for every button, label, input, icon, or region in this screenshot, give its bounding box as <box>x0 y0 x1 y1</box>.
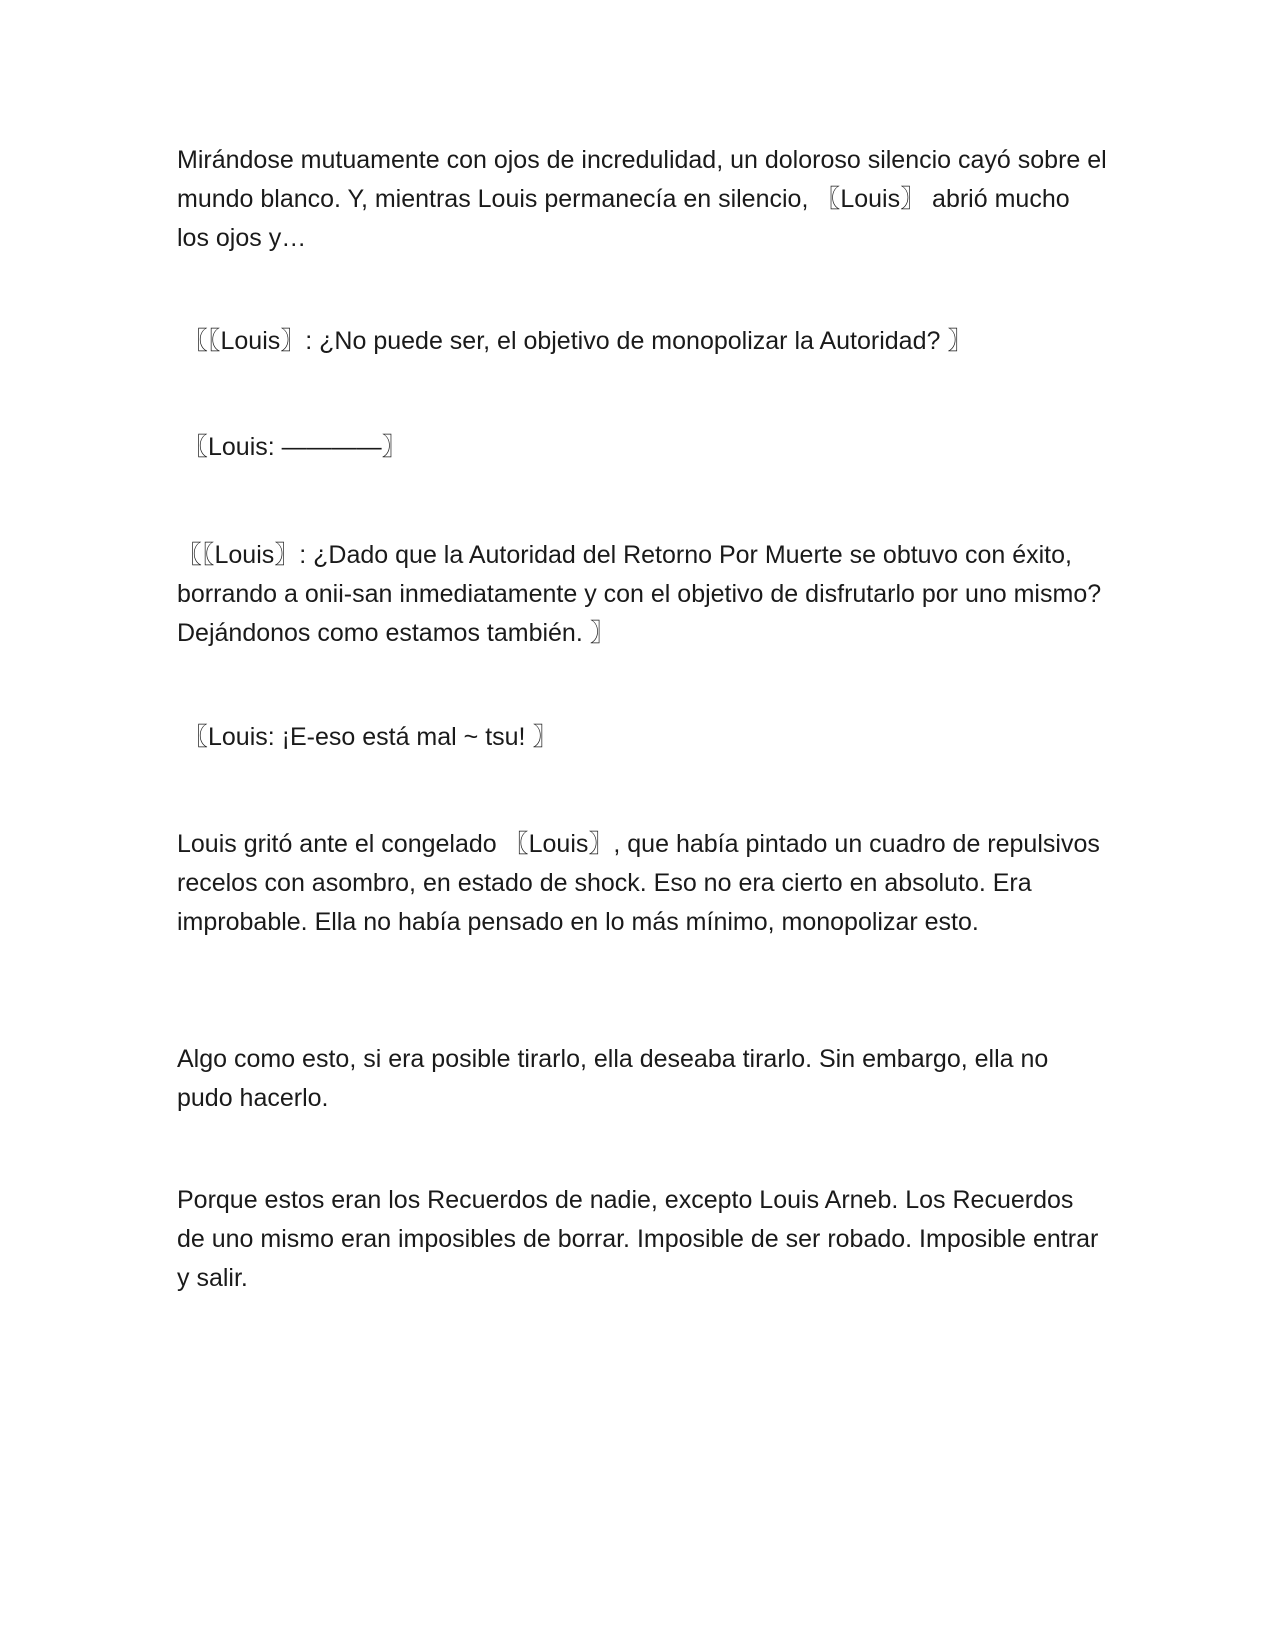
dialogue-line-3: 〖〖Louis〗: ¿Dado que la Autoridad del Retorno Por Muerte se obtuvo con éxito, borrando a onii-san inmediatamente y con el objetivo de disfrutarlo por uno mismo? Dejándonos como estamos también. 〗 <box>177 541 1102 647</box>
paragraph-3: Algo como esto, si era posible tirarlo, ella deseaba tirarlo. Sin embargo, ella no pudo hacerlo. <box>177 1045 1049 1112</box>
paragraph-2: Louis gritó ante el congelado 〖Louis〗, que había pintado un cuadro de repulsivos recelos con asombro, en estado de shock. Eso no era cierto en absoluto. Era improbable. Ella no había pensado en lo más mínimo, monopolizar esto. <box>177 830 1100 936</box>
paragraph-1: Mirándose mutuamente con ojos de incredulidad, un doloroso silencio cayó sobre el mundo blanco. Y, mientras Louis permanecía en silencio, 〖Louis〗 abrió mucho los ojos y… <box>177 146 1107 252</box>
dialogue-line-1: 〖〖Louis〗: ¿No puede ser, el objetivo de monopolizar la Autoridad? 〗 <box>183 327 973 355</box>
dialogue-line-2: 〖Louis: ————〗 <box>183 433 407 461</box>
dialogue-line-4: 〖Louis: ¡E-eso está mal ~ tsu! 〗 <box>183 723 558 751</box>
paragraph-4: Porque estos eran los Recuerdos de nadie, excepto Louis Arneb. Los Recuerdos de uno mismo eran imposibles de borrar. Imposible de ser robado. Imposible entrar y salir. <box>177 1186 1099 1292</box>
